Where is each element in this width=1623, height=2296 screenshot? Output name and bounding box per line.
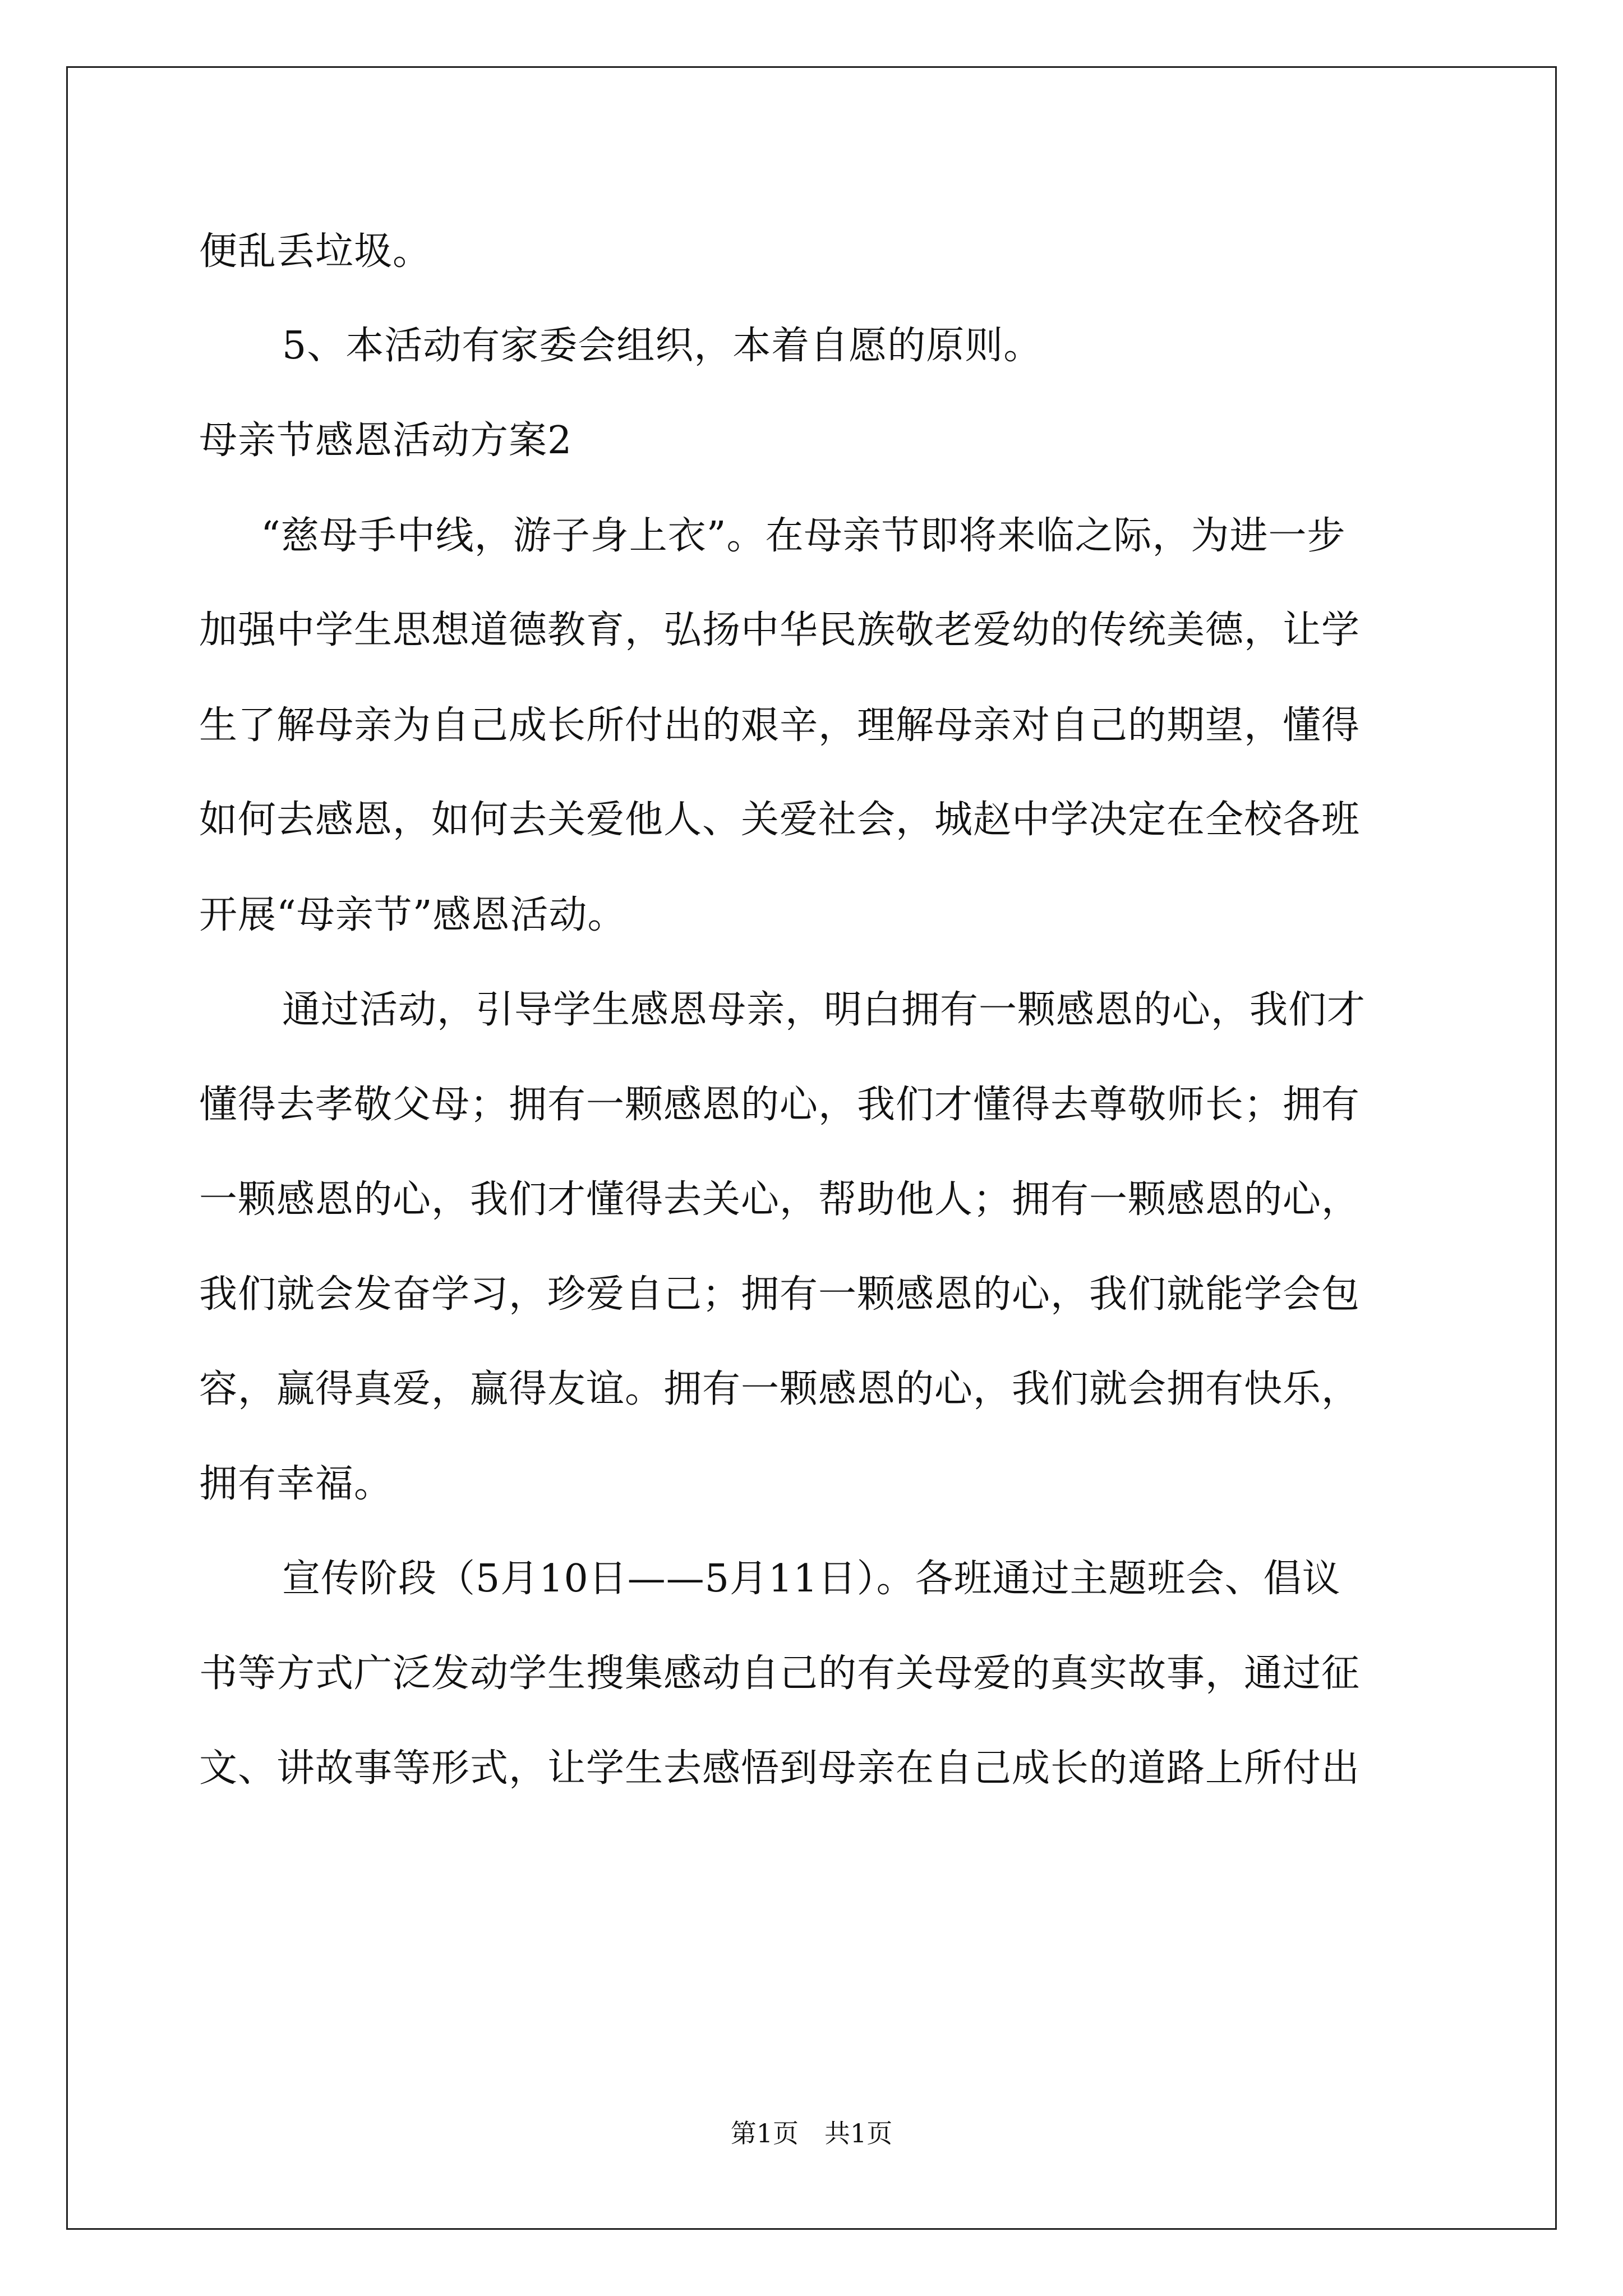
- text-line: 5、本活动有家委会组织，本着自愿的原则。: [282, 324, 1043, 368]
- text-line: 文、讲故事等形式，让学生去感悟到母亲在自己成长的道路上所付出: [199, 1746, 1361, 1791]
- text-line: 拥有幸福。: [199, 1462, 393, 1506]
- text-line: 宣传阶段（5月10日——5月11日）。各班通过主题班会、倡议: [282, 1557, 1341, 1601]
- text-line: 懂得去孝敬父母；拥有一颗感恩的心，我们才懂得去尊敬师长；拥有: [199, 1083, 1361, 1127]
- text-line: 加强中学生思想道德教育，弘扬中华民族敬老爱幼的传统美德，让学: [199, 608, 1361, 652]
- text-line: 一颗感恩的心，我们才懂得去关心，帮助他人；拥有一颗感恩的心，: [199, 1177, 1361, 1222]
- page-footer: 第1页 共1页: [730, 2118, 893, 2148]
- text-line: 我们就会发奋学习，珍爱自己；拥有一颗感恩的心，我们就能学会包: [199, 1272, 1361, 1317]
- section-heading: 母亲节感恩活动方案2: [199, 418, 573, 463]
- text-line: 生了解母亲为自己成长所付出的艰辛，理解母亲对自己的期望，懂得: [199, 703, 1361, 748]
- text-line: 通过活动，引导学生感恩母亲，明白拥有一颗感恩的心，我们才: [282, 988, 1366, 1032]
- text-line: 书等方式广泛发动学生搜集感动自己的有关母爱的真实故事，通过征: [199, 1651, 1361, 1696]
- text-line: 容，赢得真爱，赢得友谊。拥有一颗感恩的心，我们就会拥有快乐，: [199, 1367, 1361, 1411]
- text-line: 如何去感恩，如何去关爱他人、关爱社会，城赵中学决定在全校各班: [199, 798, 1361, 842]
- text-line: 开展“母亲节”感恩活动。: [199, 893, 626, 937]
- text-line: 便乱丢垃圾。: [199, 229, 432, 274]
- text-line: “慈母手中线，游子身上衣”。在母亲节即将来临之际，为进一步: [261, 514, 1346, 558]
- page-border: [66, 66, 1557, 2230]
